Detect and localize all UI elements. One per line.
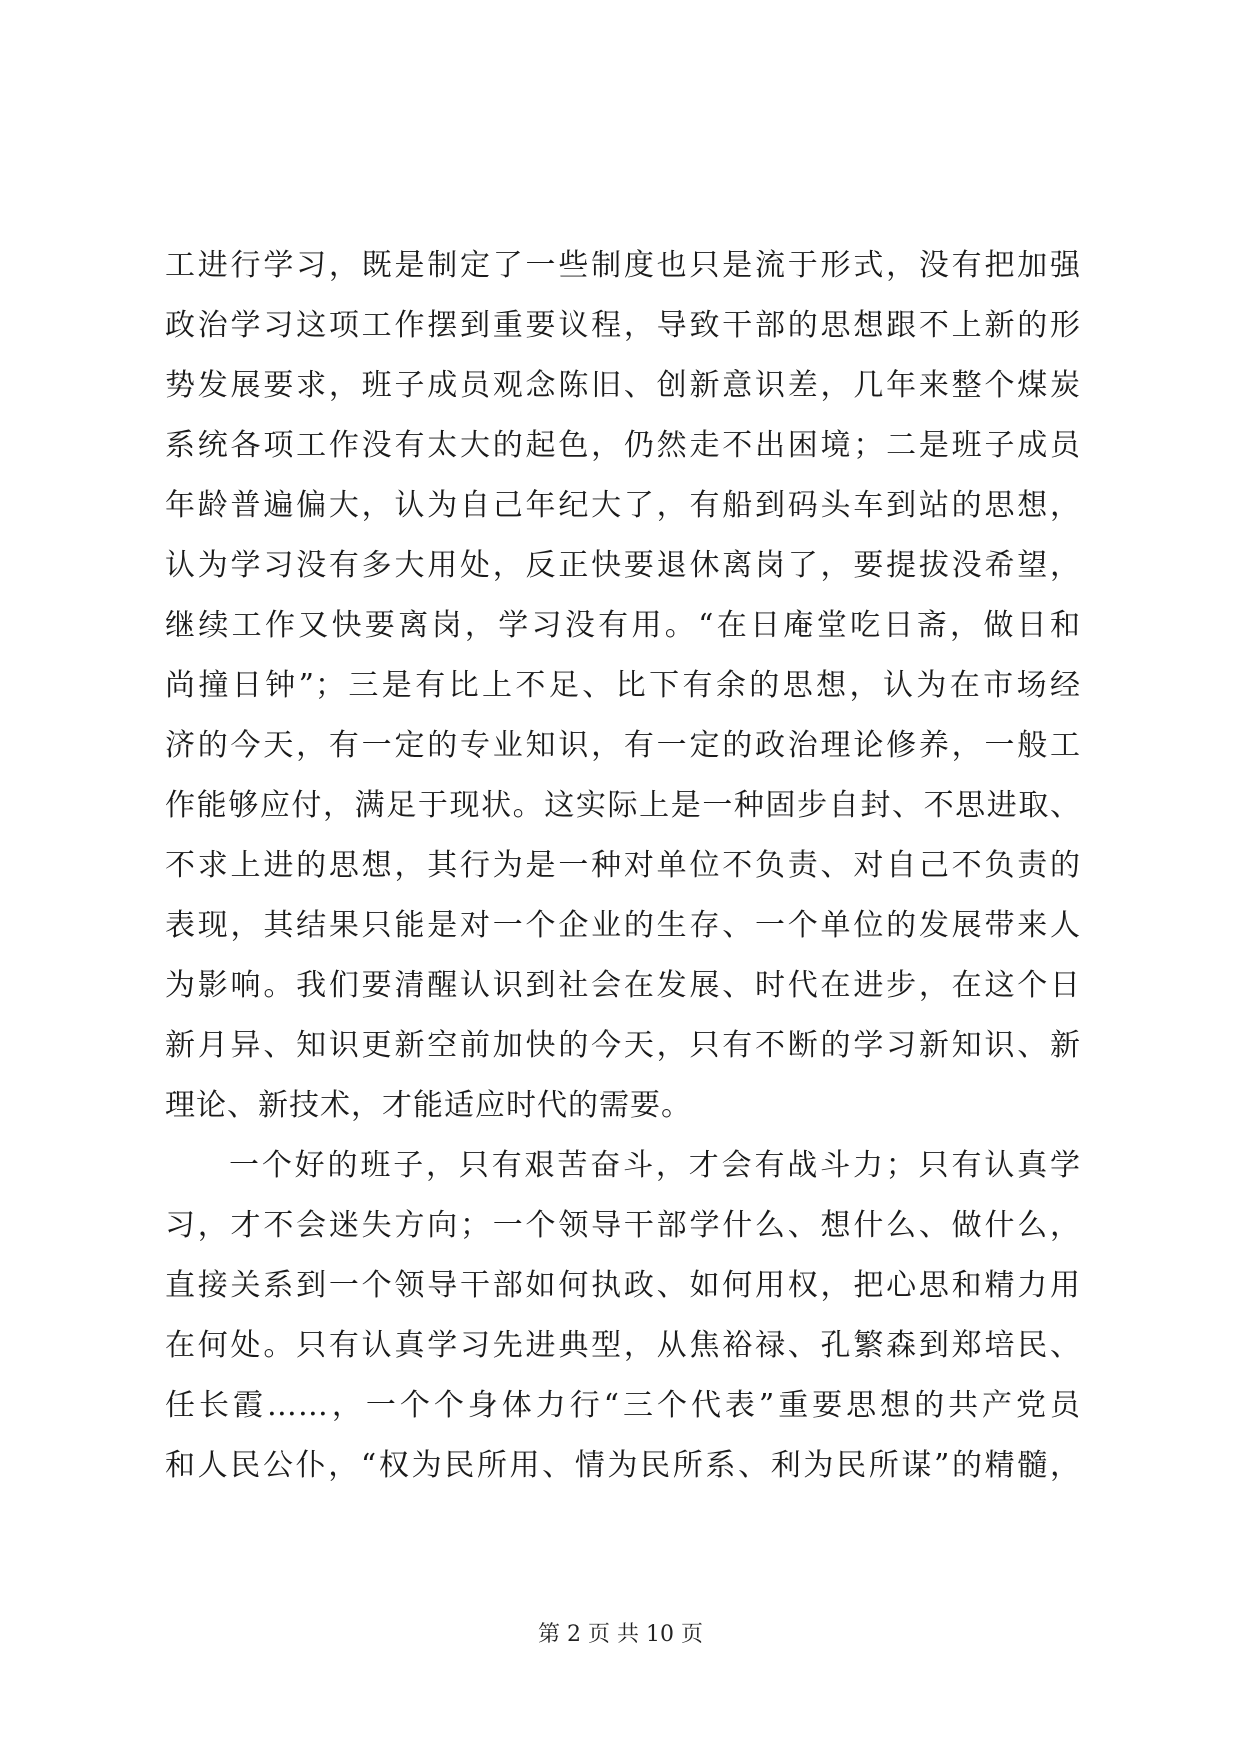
- text-line: 表现，其结果只能是对一个企业的生存、一个单位的发展带来人: [165, 908, 1081, 943]
- text-line: 济的今天，有一定的专业知识，有一定的政治理论修养，一般工: [165, 728, 1081, 763]
- text-line: 在何处。只有认真学习先进典型，从焦裕禄、孔繁森到郑培民、: [165, 1328, 1081, 1363]
- text-line: 习，才不会迷失方向；一个领导干部学什么、想什么、做什么，: [165, 1208, 1081, 1243]
- text-line-paragraph-end: 理论、新技术，才能适应时代的需要。: [165, 1088, 692, 1123]
- text-line: 政治学习这项工作摆到重要议程，导致干部的思想跟不上新的形: [165, 308, 1081, 343]
- text-line: 直接关系到一个领导干部如何执政、如何用权，把心思和精力用: [165, 1268, 1081, 1303]
- text-line: 和人民公仆，“权为民所用、情为民所系、利为民所谋”的精髓，: [165, 1448, 1081, 1483]
- text-line-paragraph-start: 一个好的班子，只有艰苦奋斗，才会有战斗力；只有认真学: [229, 1148, 1081, 1183]
- text-line: 任长霞……，一个个身体力行“三个代表”重要思想的共产党员: [165, 1388, 1081, 1423]
- text-line: 系统各项工作没有太大的起色，仍然走不出困境；二是班子成员: [165, 428, 1081, 463]
- text-line: 尚撞日钟”；三是有比上不足、比下有余的思想，认为在市场经: [165, 668, 1081, 703]
- text-line: 作能够应付，满足于现状。这实际上是一种固步自封、不思进取、: [165, 788, 1081, 823]
- text-line: 工进行学习，既是制定了一些制度也只是流于形式，没有把加强: [165, 248, 1081, 283]
- text-line: 新月异、知识更新空前加快的今天，只有不断的学习新知识、新: [165, 1028, 1081, 1063]
- text-line: 不求上进的思想，其行为是一种对单位不负责、对自己不负责的: [165, 848, 1081, 883]
- body-text: [165, 236, 1081, 1496]
- text-line: 年龄普遍偏大，认为自己年纪大了，有船到码头车到站的思想，: [165, 488, 1081, 523]
- text-line: 势发展要求，班子成员观念陈旧、创新意识差，几年来整个煤炭: [165, 368, 1081, 403]
- text-line: 继续工作又快要离岗，学习没有用。“在日庵堂吃日斋，做日和: [165, 608, 1081, 643]
- text-line: 为影响。我们要清醒认识到社会在发展、时代在进步，在这个日: [165, 968, 1081, 1003]
- text-line: 认为学习没有多大用处，反正快要退休离岗了，要提拔没希望，: [165, 548, 1081, 583]
- page-number-footer: 第 2 页 共 10 页: [538, 1622, 703, 1647]
